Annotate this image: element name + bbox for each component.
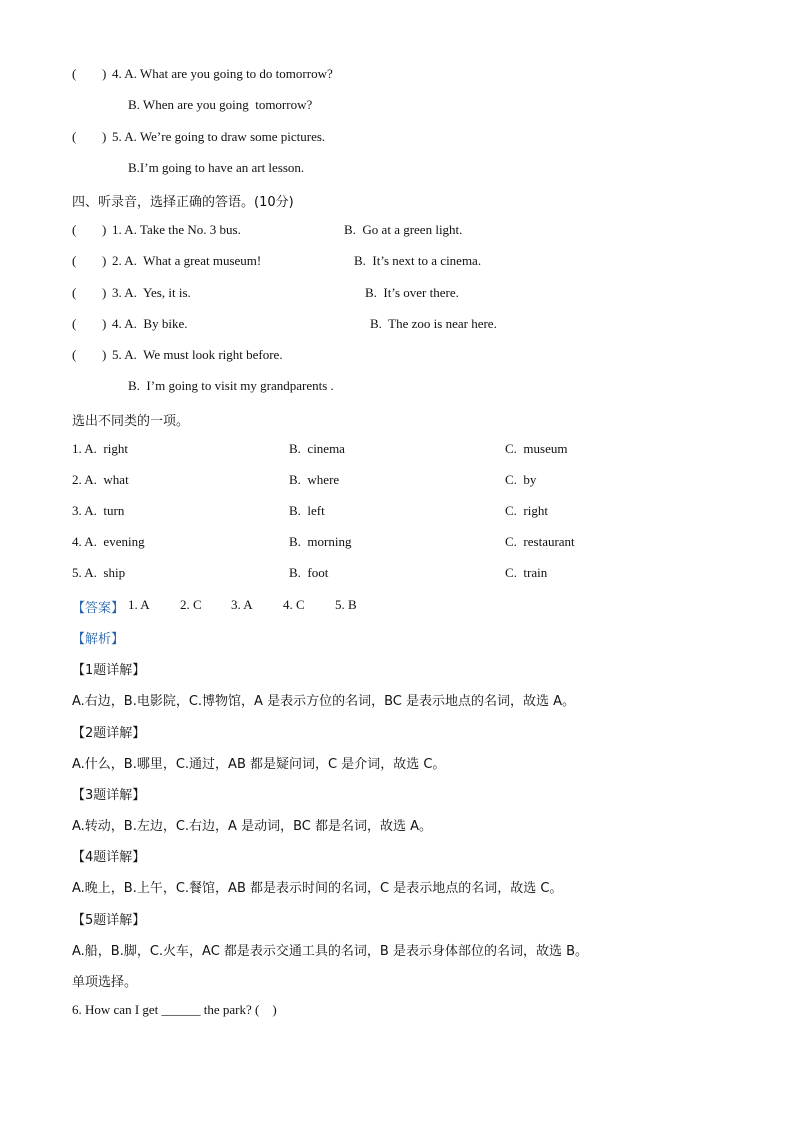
choice-c: C. right [505,503,548,518]
detail-text: A.什么，B.哪里，C.通过，AB 都是疑问词，C 是介词，故选 C。 [72,757,446,772]
answer-paren-close: ) [102,66,107,81]
answer-paren-open: ( [72,316,77,331]
choice-b: B. foot [289,565,329,580]
choice-c: C. restaurant [505,534,575,549]
answer-paren-close: ) [102,222,107,237]
choice-a: 5. A. ship [72,565,126,580]
choice-c: C. by [505,472,537,487]
detail-text: A.晚上，B.上午，C.餐馆，AB 都是表示时间的名词，C 是表示地点的名词，故选 C。 [72,881,563,896]
detail-title: 【3题详解】 [72,788,146,803]
choice-b: B. where [289,472,340,487]
detail-text: A.转动，B.左边，C.右边，A 是动词，BC 都是名词，故选 A。 [72,819,433,834]
choice-c: C. train [505,565,548,580]
option-b-text: B. It’s next to a cinema. [354,253,482,268]
detail-title: 【1题详解】 [72,663,146,678]
answer-paren-close: ) [102,316,107,331]
option-a-text: 5. A. We must look right before. [112,347,283,362]
choice-a: 2. A. what [72,472,129,487]
choice-a: 4. A. evening [72,534,145,549]
option-b-text: B. It’s over there. [365,285,459,300]
question-text: 5. A. We’re going to draw some pictures. [112,129,326,144]
choice-a: 1. A. right [72,441,128,456]
question-text: 4. A. What are you going to do tomorrow? [112,66,333,81]
option-a-text: 2. A. What a great museum! [112,253,262,268]
answer-value: 2. C [180,597,202,612]
option-b-text: B. The zoo is near here. [370,316,497,331]
detail-text: A.船，B.脚，C.火车，AC 都是表示交通工具的名词，B 是表示身体部位的名词，故选 B。 [72,944,589,959]
choice-b: B. left [289,503,325,518]
choice-b: B. morning [289,534,352,549]
detail-title: 【5题详解】 [72,913,146,928]
option-a-text: 4. A. By bike. [112,316,188,331]
choice-a: 3. A. turn [72,503,125,518]
analysis-tag: 【解析】 [72,632,125,647]
option-b-text: B. When are you going tomorrow? [128,97,313,112]
detail-text: A.右边，B.电影院，C.博物馆，A 是表示方位的名词，BC 是表示地点的名词，故选 A。 [72,694,576,709]
answer-paren-close: ) [102,285,107,300]
answer-paren-open: ( [72,222,77,237]
section-4-heading: 四、听录音，选择正确的答语。(10分) [72,195,294,210]
odd-one-out-heading: 选出不同类的一项。 [72,414,190,429]
single-choice-heading: 单项选择。 [72,975,138,990]
detail-title: 【2题详解】 [72,726,146,741]
answer-value: 1. A [128,597,150,612]
detail-title: 【4题详解】 [72,850,146,865]
option-b-text: B. Go at a green light. [344,222,463,237]
choice-b: B. cinema [289,441,345,456]
answer-paren-open: ( [72,347,77,362]
answer-value: 5. B [335,597,357,612]
answer-paren-open: ( [72,129,77,144]
option-a-text: 3. A. Yes, it is. [112,285,191,300]
answer-value: 4. C [283,597,305,612]
answer-paren-close: ) [102,347,107,362]
answer-value: 3. A [231,597,253,612]
answer-paren-open: ( [72,253,77,268]
answer-paren-open: ( [72,285,77,300]
choice-c: C. museum [505,441,568,456]
question-6-text: 6. How can I get ______ the park? ( ) [72,1002,277,1017]
option-a-text: 1. A. Take the No. 3 bus. [112,222,241,237]
option-b-text: B. I’m going to visit my grandparents . [128,378,334,393]
answer-paren-open: ( [72,66,77,81]
answer-tag: 【答案】 [72,601,125,616]
option-b-text: B.I’m going to have an art lesson. [128,160,305,175]
answer-paren-close: ) [102,129,107,144]
answer-paren-close: ) [102,253,107,268]
